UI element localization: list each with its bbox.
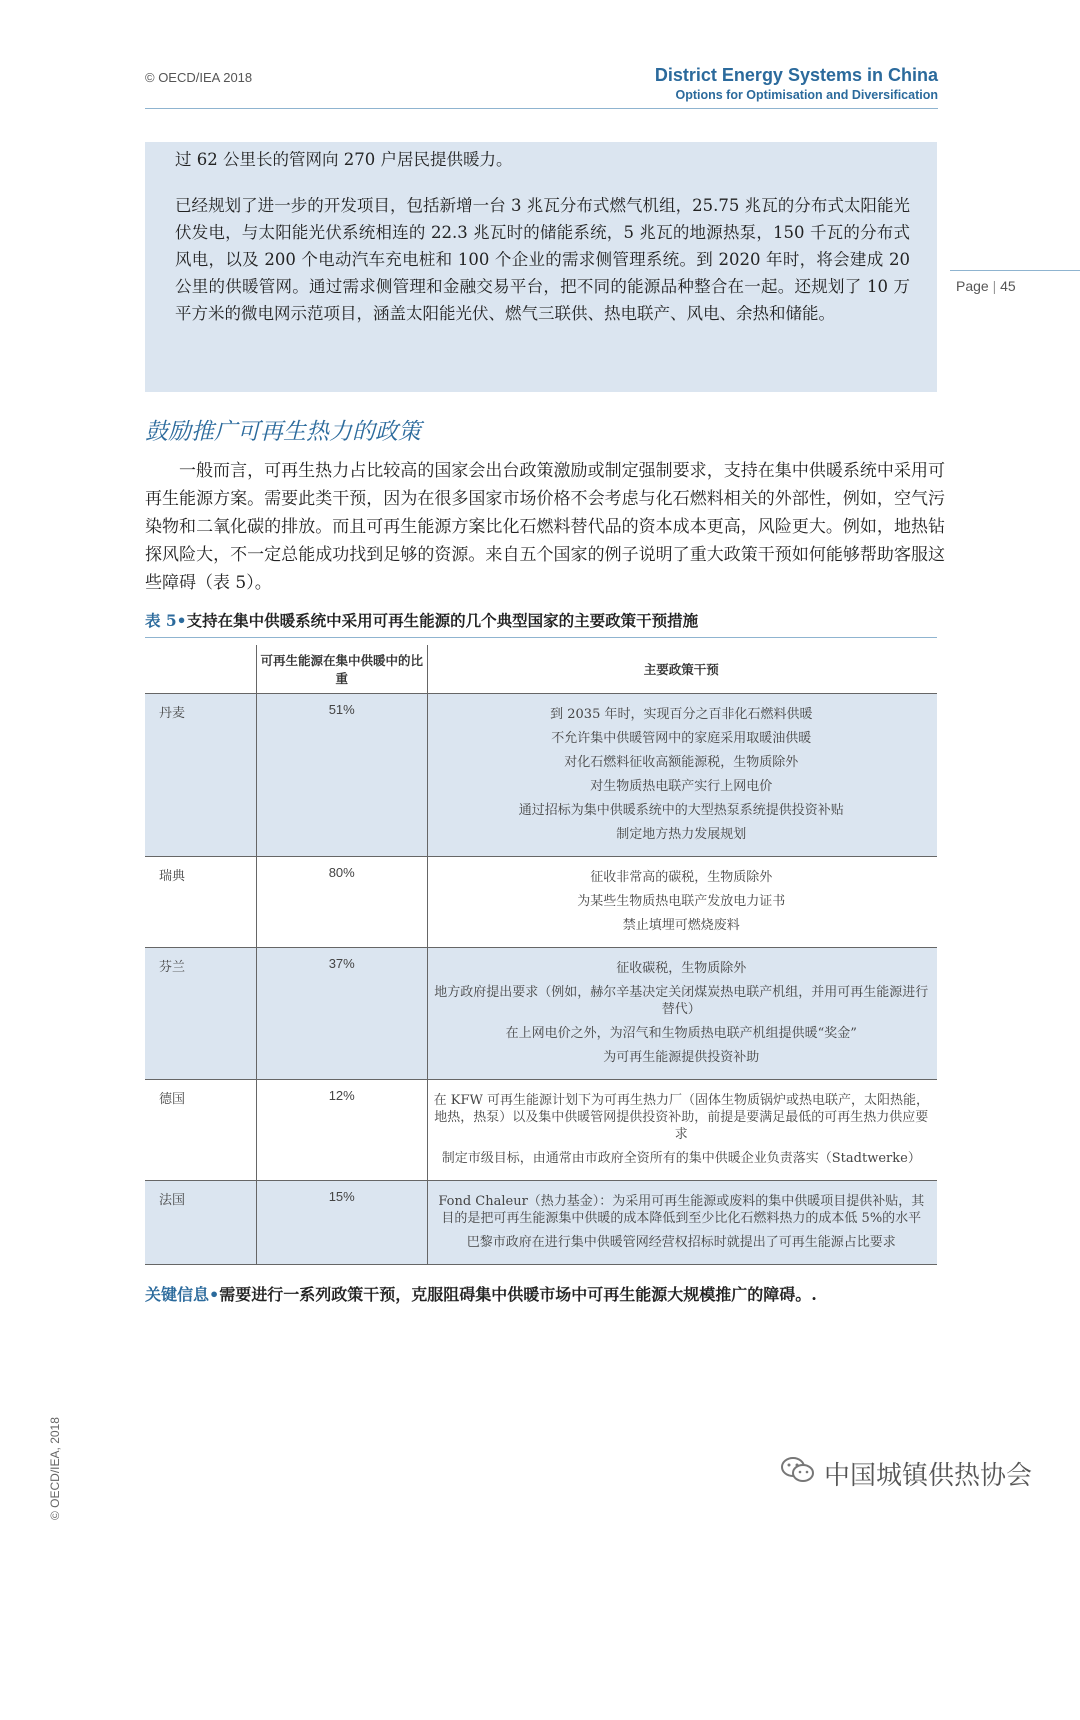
country-cell: 法国 — [145, 1181, 256, 1265]
measure-item: 征收非常高的碳税，生物质除外 — [590, 870, 773, 885]
side-copyright: © OECD/IEA, 2018 — [48, 1417, 62, 1520]
page-number-divider — [950, 270, 1080, 271]
key-message-label: 关键信息• — [145, 1285, 220, 1304]
page-value: 45 — [1000, 278, 1016, 294]
wechat-icon — [780, 1455, 816, 1492]
share-cell: 37% — [256, 948, 427, 1080]
share-cell: 15% — [256, 1181, 427, 1265]
measure-item: 巴黎市政府在进行集中供暖管网经营权招标时就提出了可再生能源占比要求 — [466, 1235, 896, 1250]
measure-item: 对生物质热电联产实行上网电价 — [590, 779, 773, 794]
key-message-text: 需要进行一系列政策干预，克服阻碍集中供暖市场中可再生能源大规模推广的障碍。. — [219, 1285, 817, 1304]
page-separator: | — [992, 278, 997, 294]
measure-item: 为可再生能源提供投资补助 — [603, 1050, 760, 1065]
measure-item: 对化石燃料征收高额能源税，生物质除外 — [564, 755, 799, 770]
caption-divider — [145, 637, 937, 638]
measure-item: 禁止填埋可燃烧废料 — [622, 918, 740, 933]
table-row — [145, 1080, 937, 1181]
measures-cell — [427, 948, 937, 1080]
body-paragraph: 一般而言，可再生热力占比较高的国家会出台政策激励或制定强制要求，支持在集中供暖系统中采用可再生能源方案。需要此类干预，因为在很多国家市场价格不会考虑与化石燃料相关的外部性，例如，空气污染物和二氧化碳的排放。而且可再生能源方案比化石燃料替代品的资本成本更高，风险更大。例如，地热钻探风险大，不一定总能成功找到足够的资源。来自五个国家的例子说明了重大政策干预如何能够帮助客服这些障碍（表 5）。 — [145, 461, 945, 593]
header-titles — [655, 64, 938, 104]
table-caption — [145, 609, 698, 631]
measure-item: 地方政府提出要求（例如，赫尔辛基决定关闭煤炭热电联产机组，并用可再生能源进行替代） — [434, 985, 929, 1017]
measure-item: 到 2035 年时，实现百分之百非化石燃料供暖 — [550, 707, 813, 722]
section-heading: 鼓励推广可再生热力的政策 — [145, 419, 421, 445]
country-cell: 瑞典 — [145, 857, 256, 948]
measure-item: 制定地方热力发展规划 — [616, 827, 747, 842]
measure-item: 在 KFW 可再生能源计划下为可再生热力厂（固体生物质锅炉或热电联产，太阳热能，地热，热泵）以及集中供暖管网提供投资补助，前提是要满足最低的可再生热力供应要求 — [433, 1093, 929, 1142]
key-message — [145, 1282, 817, 1305]
country-cell: 芬兰 — [145, 948, 256, 1080]
table-caption-text: 支持在集中供暖系统中采用可再生能源的几个典型国家的主要政策干预措施 — [186, 611, 699, 630]
table-caption-number: 表 5• — [145, 611, 187, 630]
measure-item: 征收碳税，生物质除外 — [616, 961, 747, 976]
share-cell: 12% — [256, 1080, 427, 1181]
measure-item: 通过招标为集中供暖系统中的大型热泵系统提供投资补贴 — [518, 803, 844, 818]
header-country — [145, 645, 256, 694]
table-row — [145, 694, 937, 857]
country-cell: 德国 — [145, 1080, 256, 1181]
policy-table — [145, 645, 937, 1265]
measure-item: 制定市级目标，由通常由市政府全资所有的集中供暖企业负责落实（Stadtwerke） — [441, 1151, 921, 1166]
table-row — [145, 1181, 937, 1265]
side-copyright-wrap — [48, 1417, 68, 1720]
measure-item: 不允许集中供暖管网中的家庭采用取暖油供暖 — [551, 731, 812, 746]
table-header-row — [145, 645, 937, 694]
measures-cell — [427, 857, 937, 948]
measures-cell — [427, 1080, 937, 1181]
measure-item: Fond Chaleur（热力基金）：为采用可再生能源或废料的集中供暖项目提供补贴，其目的是把可再生能源集中供暖的成本降低到至少比化石燃料热力的成本低 5%的水平 — [438, 1194, 925, 1226]
country-cell: 丹麦 — [145, 694, 256, 857]
share-cell: 80% — [256, 857, 427, 948]
measures-cell — [427, 694, 937, 857]
report-subtitle: Options for Optimisation and Diversification — [675, 88, 938, 102]
measures-cell — [427, 1181, 937, 1265]
box-paragraph-2: 已经规划了进一步的开发项目，包括新增一台 3 兆瓦分布式燃气机组，25.75 兆瓦的分布式太阳能光伏发电，与太阳能光伏系统相连的 22.3 兆瓦时的储能系统，5 兆瓦的地源热泵，150 千瓦的分布式风电，以及 200 个电动汽车充电桩和 100 个企业的需求侧管理系统。到 2020 年时，将会建成 20 公里的供暖管网。通过需求侧管理和金融交易平台，把不同的能源品种整合在一起。还规划了 10 万平方米的微电网示范项目，涵盖太阳能光伏、燃气三联供、热电联产、风电、余热和储能。 — [175, 196, 910, 323]
measure-item: 为某些生物质热电联产发放电力证书 — [577, 894, 786, 909]
watermark — [780, 1455, 1032, 1492]
measure-item: 在上网电价之外，为沼气和生物质热电联产机组提供暖“奖金” — [505, 1026, 857, 1041]
header-share: 可再生能源在集中供暖中的比重 — [256, 645, 427, 694]
watermark-text: 中国城镇供热协会 — [824, 1461, 1033, 1491]
header-measures: 主要政策干预 — [427, 645, 937, 694]
header-copyright: © OECD/IEA 2018 — [145, 70, 253, 85]
table-row — [145, 857, 937, 948]
header-divider — [145, 108, 938, 109]
case-study-box — [145, 142, 937, 392]
box-paragraph-1: 过 62 公里长的管网向 270 户居民提供暖力。 — [175, 150, 513, 169]
page-label: Page — [956, 278, 989, 294]
report-title: District Energy Systems in China — [654, 65, 938, 85]
table-row — [145, 948, 937, 1080]
page-number — [956, 278, 1016, 294]
share-cell: 51% — [256, 694, 427, 857]
